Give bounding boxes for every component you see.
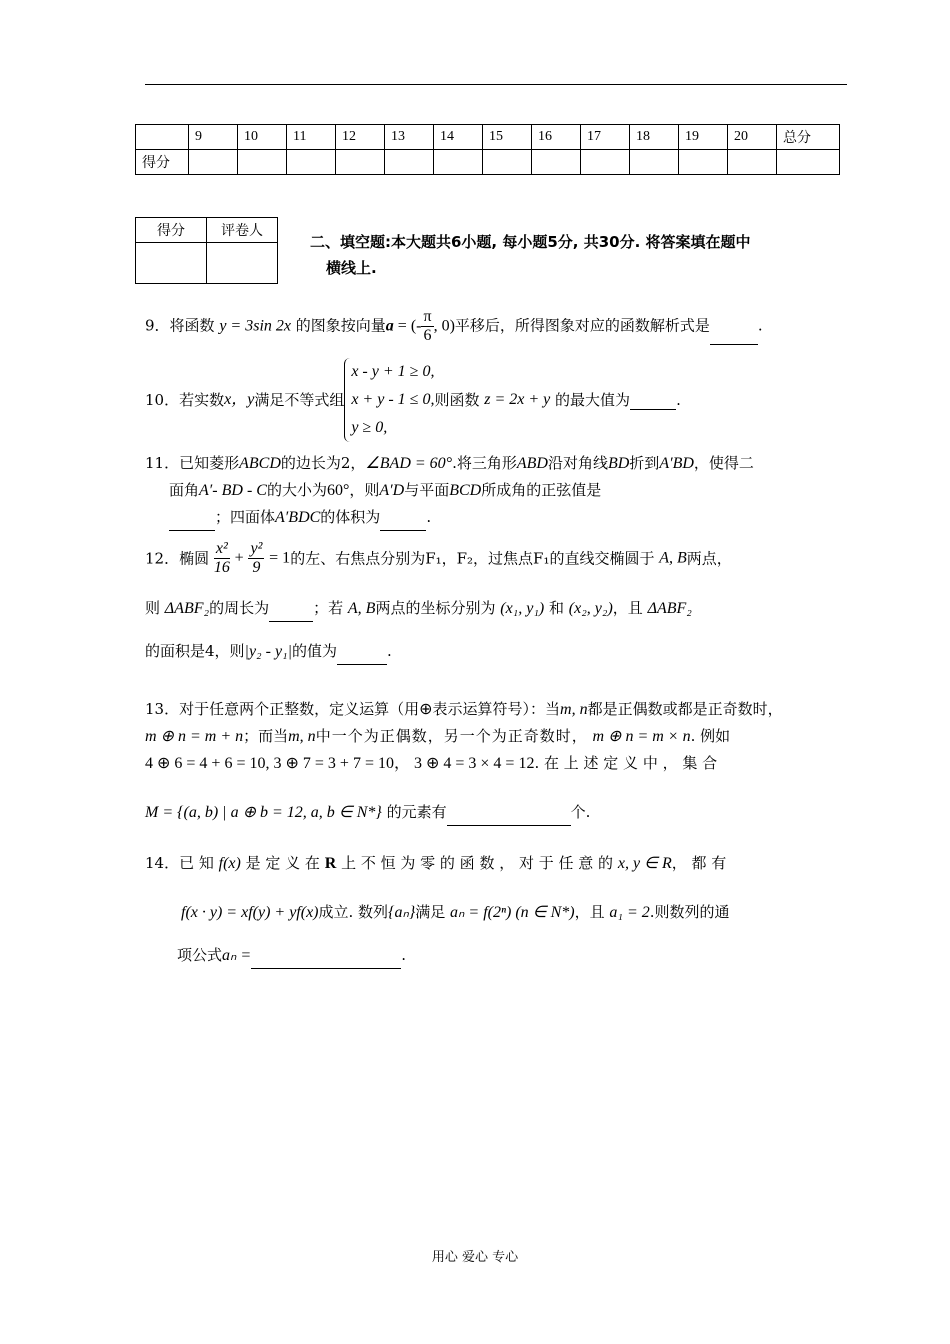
grader-name-cell[interactable]	[207, 243, 278, 284]
score-table-score-row	[136, 150, 840, 175]
q14-text: 成立. 数列	[318, 903, 389, 921]
q9-vector: a	[385, 317, 394, 335]
q11-text: 折到	[629, 454, 660, 472]
constraint-1: x - y + 1 ≥ 0,	[351, 363, 435, 380]
q13-text: 的元素有	[386, 803, 447, 821]
header-cell: 20	[728, 125, 777, 150]
q11-text: ，则	[349, 481, 380, 499]
answer-blank[interactable]	[447, 807, 571, 826]
section-title	[310, 229, 810, 281]
q13-math: m ⊕ n = m × n	[592, 728, 691, 745]
q14-text: 满足	[415, 903, 446, 921]
question-10	[145, 358, 850, 442]
q11-text: 的边长为2，	[280, 454, 366, 472]
q12-math: (x₁, y₁)	[500, 600, 545, 617]
answer-blank[interactable]	[630, 391, 676, 410]
q13-math: m ⊕ n = m + n	[145, 728, 244, 745]
header-cell: 总分	[777, 125, 840, 150]
score-cell[interactable]	[287, 150, 336, 175]
q14-math: aₙ =	[222, 947, 252, 964]
score-cell[interactable]	[532, 150, 581, 175]
answer-blank[interactable]	[710, 326, 758, 345]
score-cell[interactable]	[630, 150, 679, 175]
q11-math: A′D	[379, 482, 405, 499]
q12-math: ΔABF₂	[647, 600, 692, 617]
q14-math: R	[324, 855, 337, 872]
header-cell: 11	[287, 125, 336, 150]
q12-math: |y₂ - y₁|	[244, 643, 292, 660]
q12-plus: +	[234, 549, 244, 567]
score-cell[interactable]	[434, 150, 483, 175]
score-cell[interactable]	[777, 150, 840, 175]
q14-text: 上 不 恒 为 零 的 函 数 ， 对 于 任 意 的	[341, 854, 614, 872]
header-cell: 13	[385, 125, 434, 150]
q12-text: 两点，	[686, 549, 732, 568]
q12-text: 和	[549, 599, 565, 617]
grader-name-label: 评卷人	[207, 218, 278, 243]
q13-example: 4 ⊕ 6 = 4 + 6 = 10	[145, 755, 266, 772]
frac-den: 6	[423, 327, 432, 344]
q13-text: . 在 上 述 定 义 中 ， 集 合	[534, 754, 718, 772]
q11-end: .	[426, 508, 432, 526]
header-cell: 9	[189, 125, 238, 150]
frac-num: x²	[214, 540, 230, 559]
q12-end: .	[387, 642, 392, 660]
q12-eq: = 1	[269, 549, 291, 567]
q13-set: M = {(a, b) | a ⊕ b = 12, a, b ∈ N*}	[145, 804, 382, 821]
q10-end: .	[676, 391, 681, 409]
question-11	[145, 450, 850, 531]
section-title-line1: 二、填空题:本大题共6小题, 每小题5分, 共30分. 将答案填在题中	[310, 233, 751, 251]
q14-text: ，且	[574, 903, 605, 921]
q13-text: 个.	[570, 803, 591, 821]
q11-text: 与平面	[404, 481, 450, 499]
q11-math: BD	[607, 455, 630, 472]
q9-text: 的图象按向量	[295, 316, 386, 335]
q13-text: 表示运算符号）：当	[432, 700, 561, 718]
q14-end: .	[401, 946, 406, 964]
q11-text: ，使得二	[693, 454, 754, 472]
q14-math: a₁ = 2	[609, 904, 650, 921]
answer-blank[interactable]	[269, 603, 313, 622]
q12-text: 12．椭圆	[145, 549, 210, 568]
q11-math: BCD	[449, 482, 482, 499]
q11-math: A′BD	[659, 455, 694, 472]
q10-vars: x，y	[224, 391, 255, 408]
header-cell: 14	[434, 125, 483, 150]
q12-text: 的左、右焦点分别为F₁，F₂，过焦点F₁的直线交椭圆于	[290, 549, 655, 568]
page-footer: 用心 爱心 专心	[431, 1250, 519, 1265]
q9-tail: , 0)	[433, 317, 455, 335]
q14-math: aₙ = f(2ⁿ) (n ∈ N*)	[450, 904, 575, 921]
q12-text: 的周长为	[209, 599, 270, 617]
score-cell[interactable]	[189, 150, 238, 175]
q13-math: m, n	[288, 728, 316, 745]
score-cell[interactable]	[483, 150, 532, 175]
q13-text: ；而当	[243, 727, 289, 745]
frac-den: 9	[252, 559, 261, 576]
header-cell: 15	[483, 125, 532, 150]
q11-text: 沿对角线	[547, 454, 608, 472]
q12-math: A, B	[347, 600, 376, 617]
q13-text: . 例如	[690, 727, 731, 745]
question-14	[145, 850, 850, 969]
frac-num: π	[423, 308, 432, 325]
score-cell[interactable]	[336, 150, 385, 175]
q14-text: 是 定 义 在	[245, 854, 320, 872]
q13-text: 13．对于任意两个正整数，定义运算（用	[145, 700, 420, 718]
header-cell: 12	[336, 125, 385, 150]
header-cell	[136, 125, 189, 150]
q10-text: 则函数	[434, 391, 480, 409]
q11-text: .将三角形	[452, 454, 517, 472]
grader-score-cell[interactable]	[136, 243, 207, 284]
question-12	[145, 540, 850, 665]
q14-text: .则数列的通	[649, 903, 730, 921]
q10-function: z = 2x + y	[484, 391, 551, 408]
q13-math: m, n	[560, 701, 588, 718]
q14-text: 项公式	[177, 946, 223, 964]
q11-text: 所成角的正弦值是	[481, 481, 602, 499]
q14-text: ， 都 有	[671, 854, 727, 872]
q11-text: 的大小为	[266, 481, 327, 499]
q11-text: ；四面体	[215, 508, 276, 526]
q14-math: x, y ∈ R	[617, 855, 672, 872]
answer-blank[interactable]	[251, 950, 401, 969]
q11-math: 60°	[326, 482, 350, 499]
header-cell: 16	[532, 125, 581, 150]
answer-blank[interactable]	[337, 646, 387, 665]
answer-blank[interactable]	[380, 512, 426, 531]
score-cell[interactable]	[581, 150, 630, 175]
q11-text: 的体积为	[320, 508, 381, 526]
constraint-3: y ≥ 0,	[351, 419, 388, 436]
question-9	[145, 308, 850, 345]
header-cell: 19	[679, 125, 728, 150]
q12-text: ；若	[313, 599, 344, 617]
q11-math: A′BDC	[275, 509, 321, 526]
q9-fraction	[421, 308, 433, 345]
q12-text: ，且	[612, 599, 643, 617]
q11-text: 11．已知菱形	[145, 454, 240, 472]
header-cell: 17	[581, 125, 630, 150]
q12-fraction-x	[214, 540, 230, 577]
q14-math: f(x)	[218, 855, 241, 872]
q9-text: 9．将函数	[145, 316, 215, 335]
q10-text: 的最大值为	[555, 391, 631, 409]
header-rule	[145, 84, 847, 85]
grader-score-label: 得分	[136, 218, 207, 243]
q9-eq: = (-	[393, 317, 422, 335]
score-cell[interactable]	[238, 150, 287, 175]
frac-num: y²	[250, 540, 263, 557]
q11-math: ABD	[516, 455, 548, 472]
q12-text: 的面积是4，则	[145, 642, 245, 660]
q10-text: 10．若实数	[145, 391, 225, 409]
q11-text: 面角	[169, 481, 200, 499]
grader-box	[135, 217, 278, 284]
q9-end: .	[757, 316, 763, 335]
question-13	[145, 696, 850, 826]
q13-example: , 3 ⊕ 7 = 3 + 7 = 10	[265, 755, 394, 772]
q9-function: y = 3sin 2x	[219, 317, 291, 335]
header-cell: 18	[630, 125, 679, 150]
q12-text: 两点的坐标分别为	[375, 599, 496, 617]
q9-text: 平移后，所得图象对应的函数解析式是	[454, 316, 710, 335]
answer-blank[interactable]	[169, 512, 215, 531]
q12-math: A, B	[659, 549, 687, 567]
score-table-header-row	[136, 125, 840, 150]
q14-text: 14．已 知	[145, 854, 214, 872]
q10-text: 满足不等式组	[254, 391, 345, 409]
q12-text: 则	[145, 599, 161, 617]
q10-system	[344, 358, 434, 442]
score-cell[interactable]	[679, 150, 728, 175]
q11-math: A′- BD - C	[199, 482, 267, 499]
frac-den: 16	[213, 559, 230, 576]
score-cell[interactable]	[728, 150, 777, 175]
section-title-line2: 横线上.	[326, 259, 377, 277]
q12-math: (x₂, y₂)	[568, 600, 613, 617]
q13-text: 中一个为正偶数，另一个为正奇数时，	[315, 727, 588, 745]
q13-example: ， 3 ⊕ 4 = 3 × 4 = 12	[393, 755, 535, 772]
score-table	[135, 124, 840, 175]
score-cell[interactable]	[385, 150, 434, 175]
row-label: 得分	[136, 150, 189, 175]
q14-math: {aₙ}	[388, 904, 416, 921]
q13-text: 都是正偶数或都是正奇数时，	[587, 700, 783, 718]
q12-text: 的值为	[292, 642, 338, 660]
q14-math: f(x · y) = xf(y) + yf(x)	[181, 904, 319, 921]
q12-fraction-y	[248, 540, 264, 577]
q11-math: ∠BAD = 60°	[365, 455, 453, 472]
header-cell: 10	[238, 125, 287, 150]
constraint-2: x + y - 1 ≤ 0,	[351, 391, 435, 408]
q11-math: ABCD	[239, 455, 281, 472]
q12-math: ΔABF₂	[164, 600, 210, 617]
q13-op: ⊕	[419, 701, 433, 718]
